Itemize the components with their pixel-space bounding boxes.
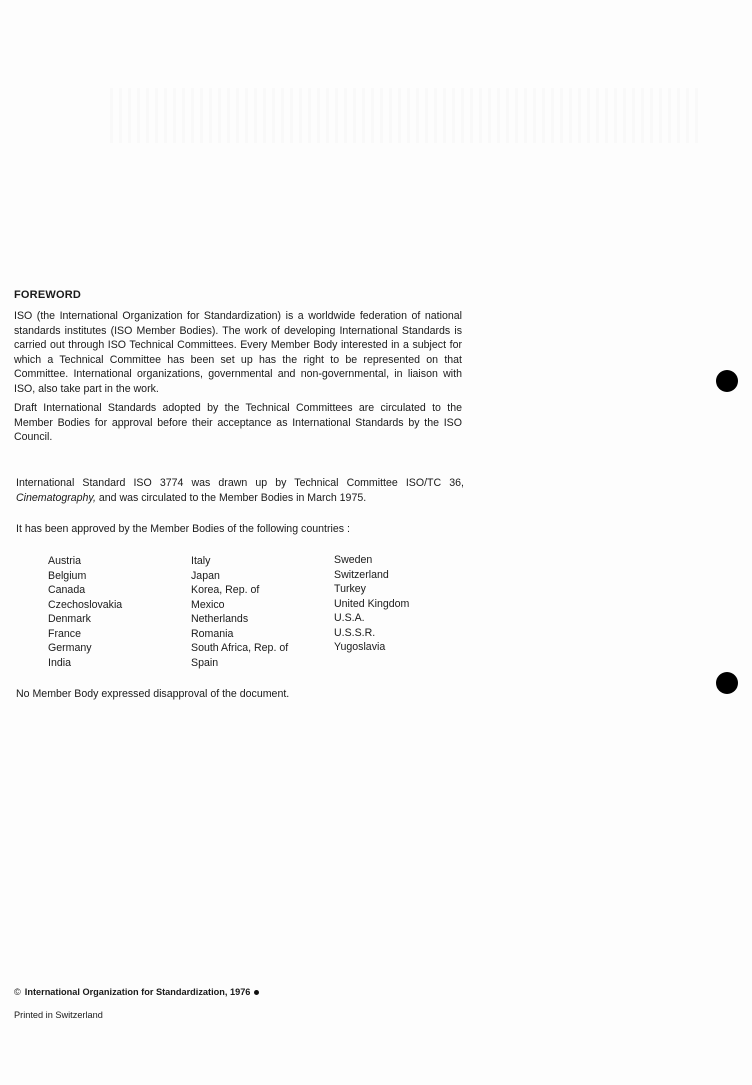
printed-in-line: Printed in Switzerland xyxy=(14,1010,103,1020)
country-item: Spain xyxy=(191,656,219,669)
country-item: France xyxy=(48,627,81,640)
country-item: Germany xyxy=(48,642,92,654)
country-item: Austria xyxy=(48,555,81,567)
country-item: Japan xyxy=(191,569,220,582)
bullet-icon xyxy=(254,990,259,995)
copyright-text: International Organization for Standardization, 1976 xyxy=(24,987,251,997)
country-item: Yugoslavia xyxy=(334,641,386,653)
standard-text-end: and was circulated to the Member Bodies in March 1975. xyxy=(98,491,367,504)
country-item: Romania xyxy=(191,627,234,640)
country-column-1 xyxy=(48,554,198,670)
committee-title: Cinematography, xyxy=(16,491,96,504)
foreword-paragraph-disapproval: No Member Body expressed disapproval of the document. xyxy=(16,688,290,700)
country-item: U.S.S.R. xyxy=(334,626,376,639)
country-item: Korea, Rep. of xyxy=(191,584,260,596)
country-item: Denmark xyxy=(48,613,91,625)
country-item: South Africa, Rep. of xyxy=(191,642,289,654)
country-item: Switzerland xyxy=(334,568,389,581)
country-item: Netherlands xyxy=(191,613,249,625)
foreword-paragraph-approval: It has been approved by the Member Bodies of the following countries : xyxy=(16,523,350,535)
show-through-ghost-text xyxy=(110,88,700,143)
copyright-line xyxy=(14,987,259,997)
foreword-paragraph-standard xyxy=(16,476,464,505)
country-column-3 xyxy=(334,553,484,655)
country-item: U.S.A. xyxy=(334,612,365,624)
copyright-icon: © xyxy=(14,987,21,997)
country-column-2 xyxy=(191,554,341,670)
country-item: United Kingdom xyxy=(334,597,410,610)
standard-text-start: International Standard ISO 3774 was drawn up by Technical Committee ISO/TC 36, xyxy=(16,477,464,489)
country-item: Czechoslovakia xyxy=(48,598,123,611)
foreword-heading: FOREWORD xyxy=(14,289,81,301)
country-item: Mexico xyxy=(191,598,225,611)
foreword-paragraph-drafts: Draft International Standards adopted by the Technical Committees are circulated to the Member Bodies for approval before their acceptance as International Standards by the ISO Council. xyxy=(14,402,462,443)
country-item: Belgium xyxy=(48,569,87,582)
foreword-paragraph-iso: ISO (the International Organization for Standardization) is a worldwide federation of national standards institutes (ISO Member Bodies). The work of developing International Standards is carried out through ISO Technical Committees. Every Member Body interested in a subject for which a Technical Committee has been set up has the right to be represented on that Committee. International organizations, governmental and non-governmental, in liaison with ISO, also take part in the work. xyxy=(14,310,462,395)
country-item: Sweden xyxy=(334,554,373,566)
country-item: Turkey xyxy=(334,583,366,595)
country-item: Italy xyxy=(191,555,211,567)
country-item: Canada xyxy=(48,584,86,596)
punch-hole-icon xyxy=(716,370,738,392)
punch-hole-icon xyxy=(716,672,738,694)
country-item: India xyxy=(48,656,71,669)
